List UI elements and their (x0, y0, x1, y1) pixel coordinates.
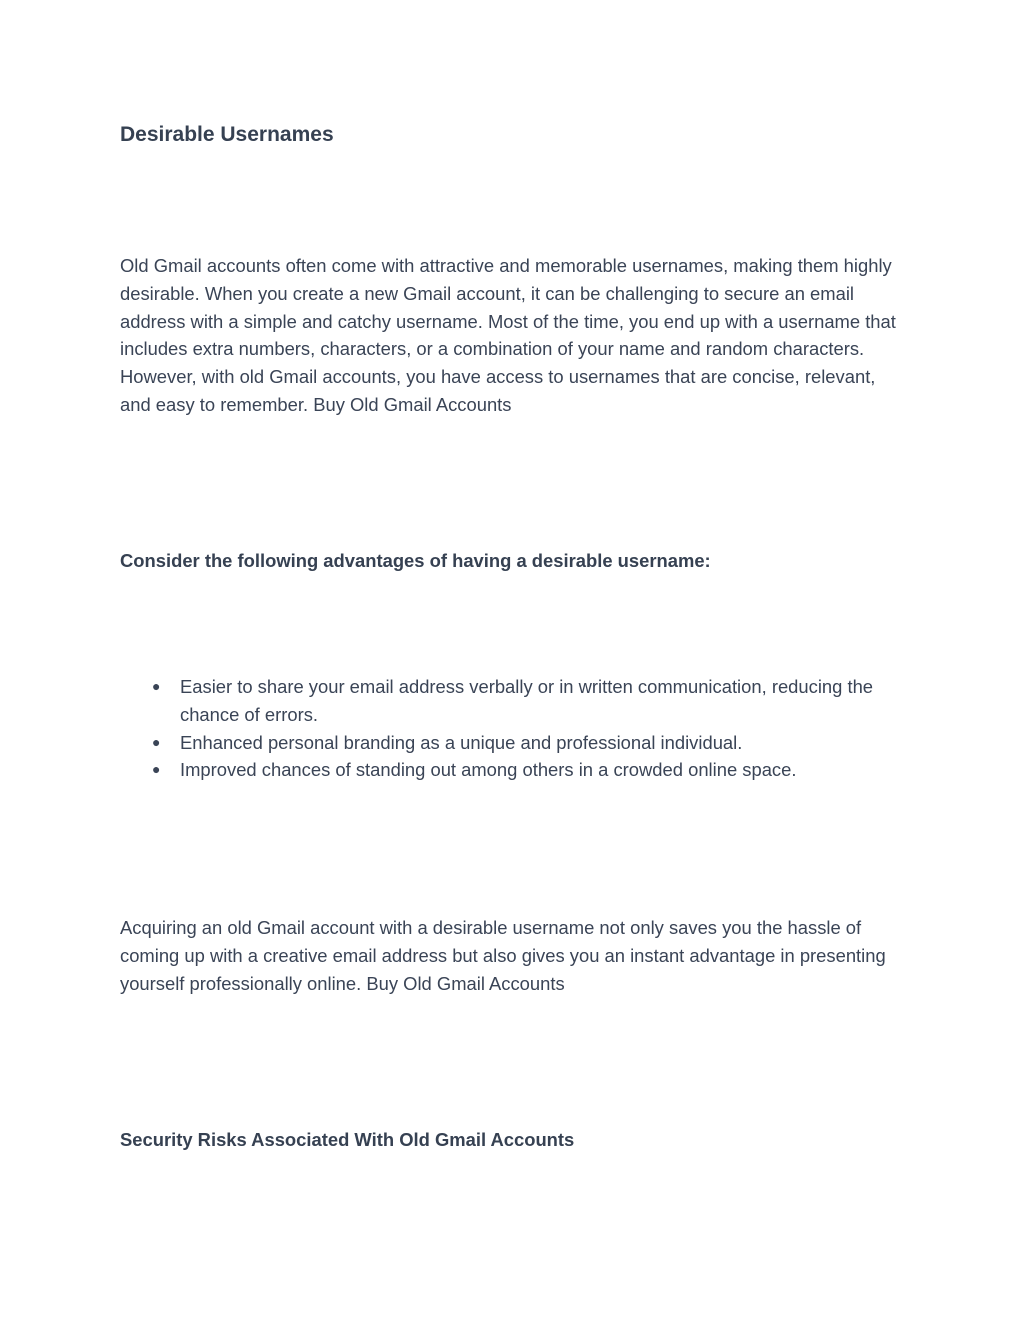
security-subheading: Security Risks Associated With Old Gmail Accounts (120, 1129, 575, 1150)
bullet-icon: ● (152, 678, 161, 694)
bullet-icon: ● (152, 761, 161, 778)
list-item: ● Improved chances of standing out among others in a crowded online space. (120, 756, 920, 784)
intro-paragraph: Old Gmail accounts often come with attractive and memorable usernames, making them highly desirable. When you create a new Gmail account, it can be challenging to secure an email address with a simple and catchy username. Most of the time, you end up with a username that includes extra numbers, characters, or a combination of your name and random characters. However, with old Gmail accounts, you have access to usernames that are concise, relevant, and easy to remember. Buy Old Gmail Accounts (120, 255, 896, 415)
advantages-list (120, 673, 920, 784)
closing-paragraph: Acquiring an old Gmail account with a desirable username not only saves you the hassle of coming up with a creative email address but also gives you an instant advantage in presenting yourself professionally online. Buy Old Gmail Accounts (120, 917, 886, 994)
advantages-subheading: Consider the following advantages of having a desirable username: (120, 550, 711, 571)
list-item: ● Easier to share your email address verbally or in written communication, reducing the chance of errors. (120, 673, 920, 729)
section-heading: Desirable Usernames (120, 123, 334, 146)
list-item: ● Enhanced personal branding as a unique and professional individual. (120, 729, 920, 757)
bullet-icon: ● (152, 733, 161, 750)
